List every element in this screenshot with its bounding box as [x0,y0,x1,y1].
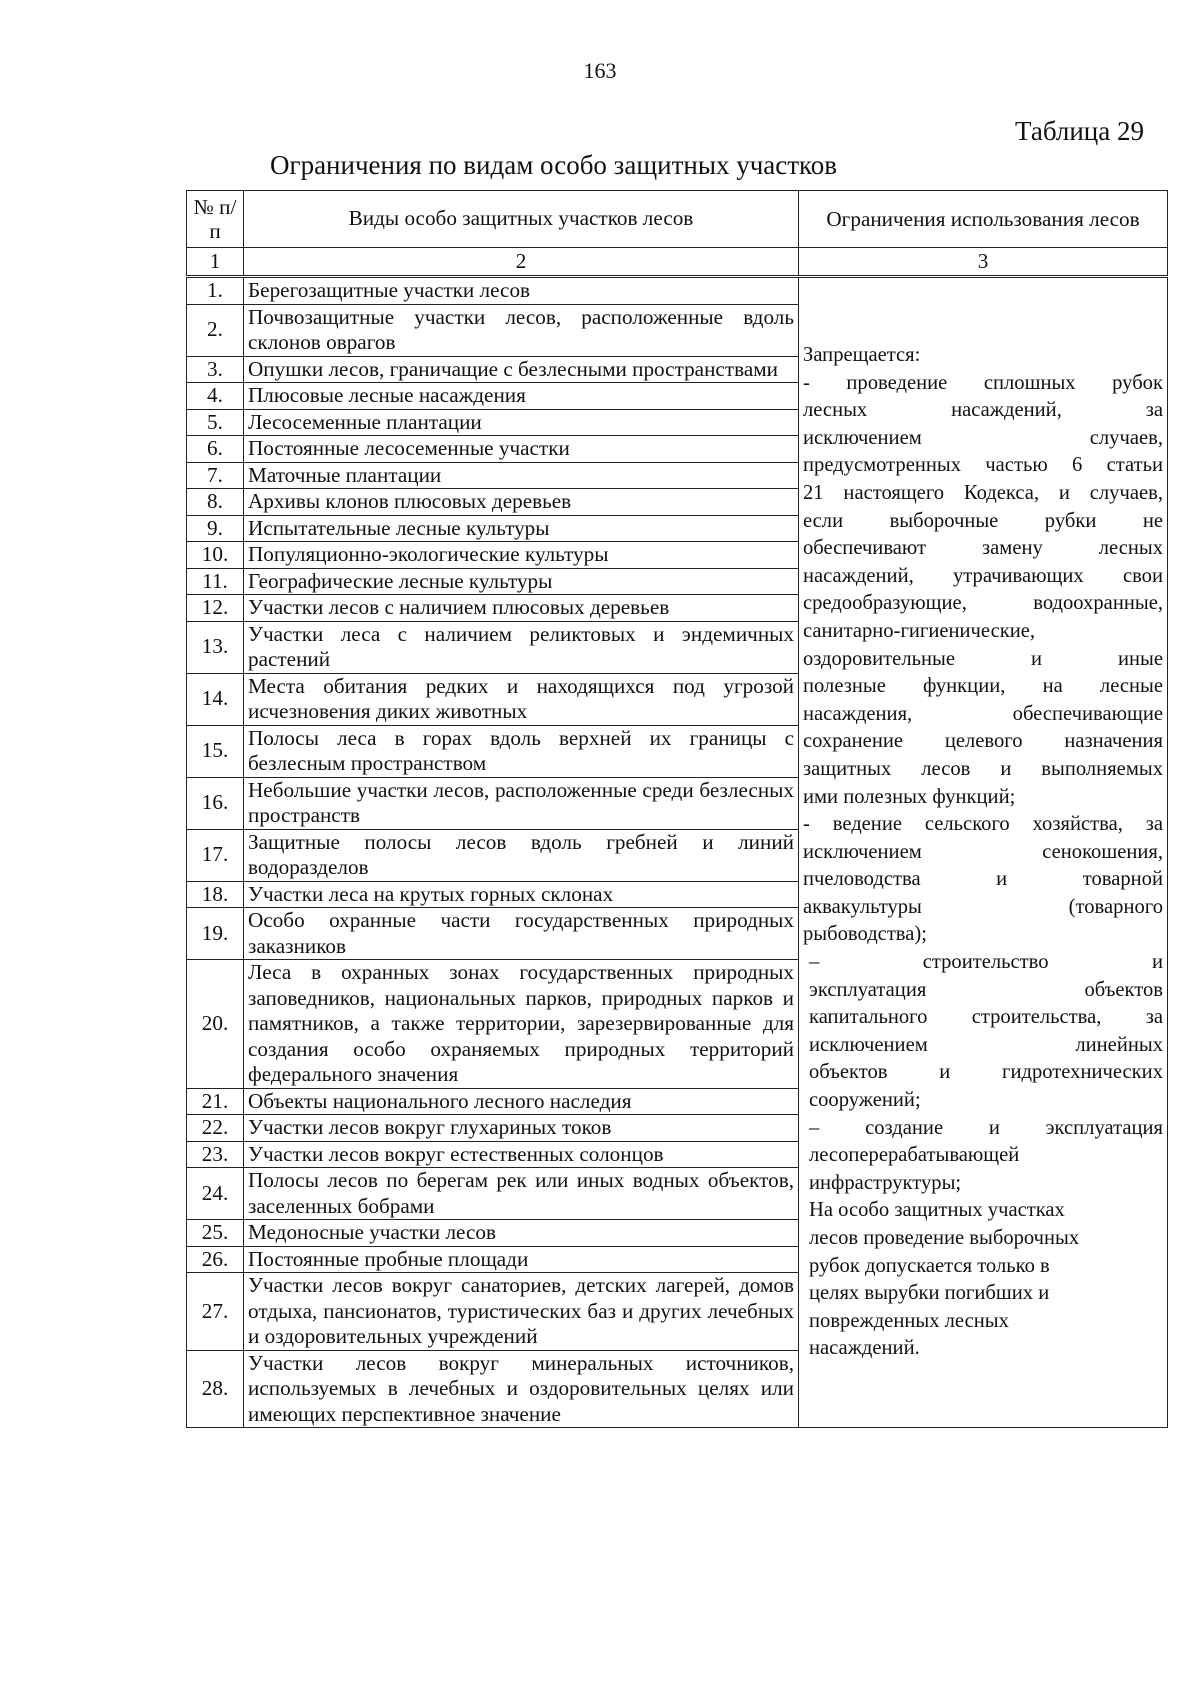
row-area-type: Небольшие участки лесов, расположенные среди безлесных пространств [244,777,799,829]
limits-line: 21 настоящего Кодекса, и случаев, [803,481,1163,504]
row-number: 8. [187,489,244,516]
limits-line: пчеловодства и товарной [803,868,1163,891]
row-number: 17. [187,829,244,881]
limits-line: если выборочные рубки не [803,509,1163,532]
limits-line: инфраструктуры; [809,1171,962,1194]
limits-line: исключением линейных [809,1033,1163,1056]
row-area-type: Участки лесов вокруг естественных солонцов [244,1141,799,1168]
row-area-type: Постоянные лесосеменные участки [244,436,799,463]
row-number: 5. [187,409,244,436]
page-number: 163 [583,58,617,83]
limits-line: лесоперерабатывающей [809,1144,1020,1167]
row-area-type: Участки лесов вокруг минеральных источников, используемых в лечебных и оздоровительных целях или имеющих перспективное значение [244,1350,799,1428]
header-num: № п/п [187,191,244,248]
row-area-type: Опушки лесов, граничащие с безлесными пространствами [244,356,799,383]
limits-line: целях вырубки погибших и [809,1282,1050,1305]
row-area-type: Участки лесов с наличием плюсовых деревьев [244,595,799,622]
row-number: 1. [187,277,244,305]
column-index-row [187,248,1168,277]
row-area-type: Особо охранные части государственных природных заказников [244,908,799,960]
row-number: 23. [187,1141,244,1168]
row-number: 27. [187,1273,244,1351]
row-area-type: Места обитания редких и находящихся под угрозой исчезновения диких животных [244,673,799,725]
row-number: 10. [187,542,244,569]
row-area-type: Почвозащитные участки лесов, расположенные вдоль склонов оврагов [244,304,799,356]
table-label: Таблица 29 [1015,116,1144,146]
column-index-3: 3 [799,248,1168,277]
table-header-row [187,191,1168,248]
limits-line: средообразующие, водоохранные, [803,592,1163,615]
row-area-type: Полосы леса в горах вдоль верхней их границы с безлесным пространством [244,725,799,777]
limits-line: - ведение сельского хозяйства, за [803,813,1163,836]
row-number: 18. [187,881,244,908]
header-type: Виды особо защитных участков лесов [244,191,799,248]
row-area-type: Полосы лесов по берегам рек или иных водных объектов, заселенных бобрами [244,1168,799,1220]
limits-line: – создание и эксплуатация [809,1116,1163,1139]
row-number: 26. [187,1246,244,1273]
limits-line: сооружений; [809,1089,921,1112]
row-area-type: Защитные полосы лесов вдоль гребней и линий водоразделов [244,829,799,881]
limits-line: - проведение сплошных рубок [803,371,1163,394]
limits-line: лесов проведение выборочных [809,1227,1080,1250]
limits-line: обеспечивают замену лесных [803,537,1163,560]
row-area-type: Медоносные участки лесов [244,1220,799,1247]
row-area-type: Объекты национального лесного наследия [244,1088,799,1115]
row-number: 13. [187,621,244,673]
limits-line: насаждения, обеспечивающие [803,702,1163,725]
row-area-type: Участки лесов вокруг глухариных токов [244,1115,799,1142]
limits-line: рыбоводства); [803,923,927,946]
limits-line: насаждений, утрачивающих свои [803,564,1163,587]
row-area-type: Лесосеменные плантации [244,409,799,436]
row-number: 16. [187,777,244,829]
row-area-type: Популяционно-экологические культуры [244,542,799,569]
table-title: Ограничения по видам особо защитных участков [270,150,838,180]
limits-line: сохранение целевого назначения [803,730,1163,753]
limits-line: – строительство и [809,951,1163,974]
row-area-type: Берегозащитные участки лесов [244,277,799,305]
restrictions-table [186,190,1168,1428]
row-number: 11. [187,568,244,595]
row-number: 12. [187,595,244,622]
row-number: 9. [187,515,244,542]
limits-line: лесных насаждений, за [803,399,1163,422]
row-number: 6. [187,436,244,463]
limits-line: санитарно-гигиенические, [803,619,1036,642]
limits-line: Запрещается: [803,344,921,367]
limits-line: насаждений. [809,1337,920,1360]
row-area-type: Географические лесные культуры [244,568,799,595]
table-row [187,277,1168,305]
limits-line: полезные функции, на лесные [803,675,1163,698]
row-number: 3. [187,356,244,383]
row-number: 7. [187,462,244,489]
row-area-type: Участки лесов вокруг санаториев, детских лагерей, домов отдыха, пансионатов, туристических баз и других лечебных и оздоровительных учреждений [244,1273,799,1351]
row-area-type: Маточные плантации [244,462,799,489]
limits-line: эксплуатация объектов [809,978,1163,1001]
row-area-type: Архивы клонов плюсовых деревьев [244,489,799,516]
limits-line: исключением сенокошения, [803,840,1163,863]
row-number: 2. [187,304,244,356]
limits-line: поврежденных лесных [809,1309,1009,1332]
limits-line: рубок допускается только в [809,1254,1050,1277]
row-number: 14. [187,673,244,725]
row-number: 4. [187,383,244,410]
row-number: 15. [187,725,244,777]
row-number: 28. [187,1350,244,1428]
limits-line: ими полезных функций; [803,785,1016,808]
row-area-type: Участки леса с наличием реликтовых и эндемичных растений [244,621,799,673]
row-number: 24. [187,1168,244,1220]
row-area-type: Постоянные пробные площади [244,1246,799,1273]
limits-line: На особо защитных участках [809,1199,1065,1222]
column-index-2: 2 [244,248,799,277]
limits-line: защитных лесов и выполняемых [803,757,1163,780]
row-number: 19. [187,908,244,960]
row-area-type: Плюсовые лесные насаждения [244,383,799,410]
row-number: 20. [187,960,244,1089]
table-body [187,277,1168,1428]
row-area-type: Участки леса на крутых горных склонах [244,881,799,908]
limits-line: объектов и гидротехнических [809,1061,1163,1084]
limits-line: предусмотренных частью 6 статьи [803,454,1163,477]
limits-line: капитального строительства, за [809,1006,1163,1029]
column-index-1: 1 [187,248,244,277]
row-number: 22. [187,1115,244,1142]
limits-line: исключением случаев, [803,426,1163,449]
limits-cell [799,277,1168,1428]
row-area-type: Испытательные лесные культуры [244,515,799,542]
row-number: 21. [187,1088,244,1115]
row-number: 25. [187,1220,244,1247]
header-limits: Ограничения использования лесов [799,191,1168,248]
limits-line: аквакультуры (товарного [803,895,1163,918]
row-area-type: Леса в охранных зонах государственных природных заповедников, национальных парков, природных парков и памятников, а также территории, зарезервированные для создания особо охраняемых природных территорий федерального значения [244,960,799,1089]
limits-line: оздоровительные и иные [803,647,1163,670]
